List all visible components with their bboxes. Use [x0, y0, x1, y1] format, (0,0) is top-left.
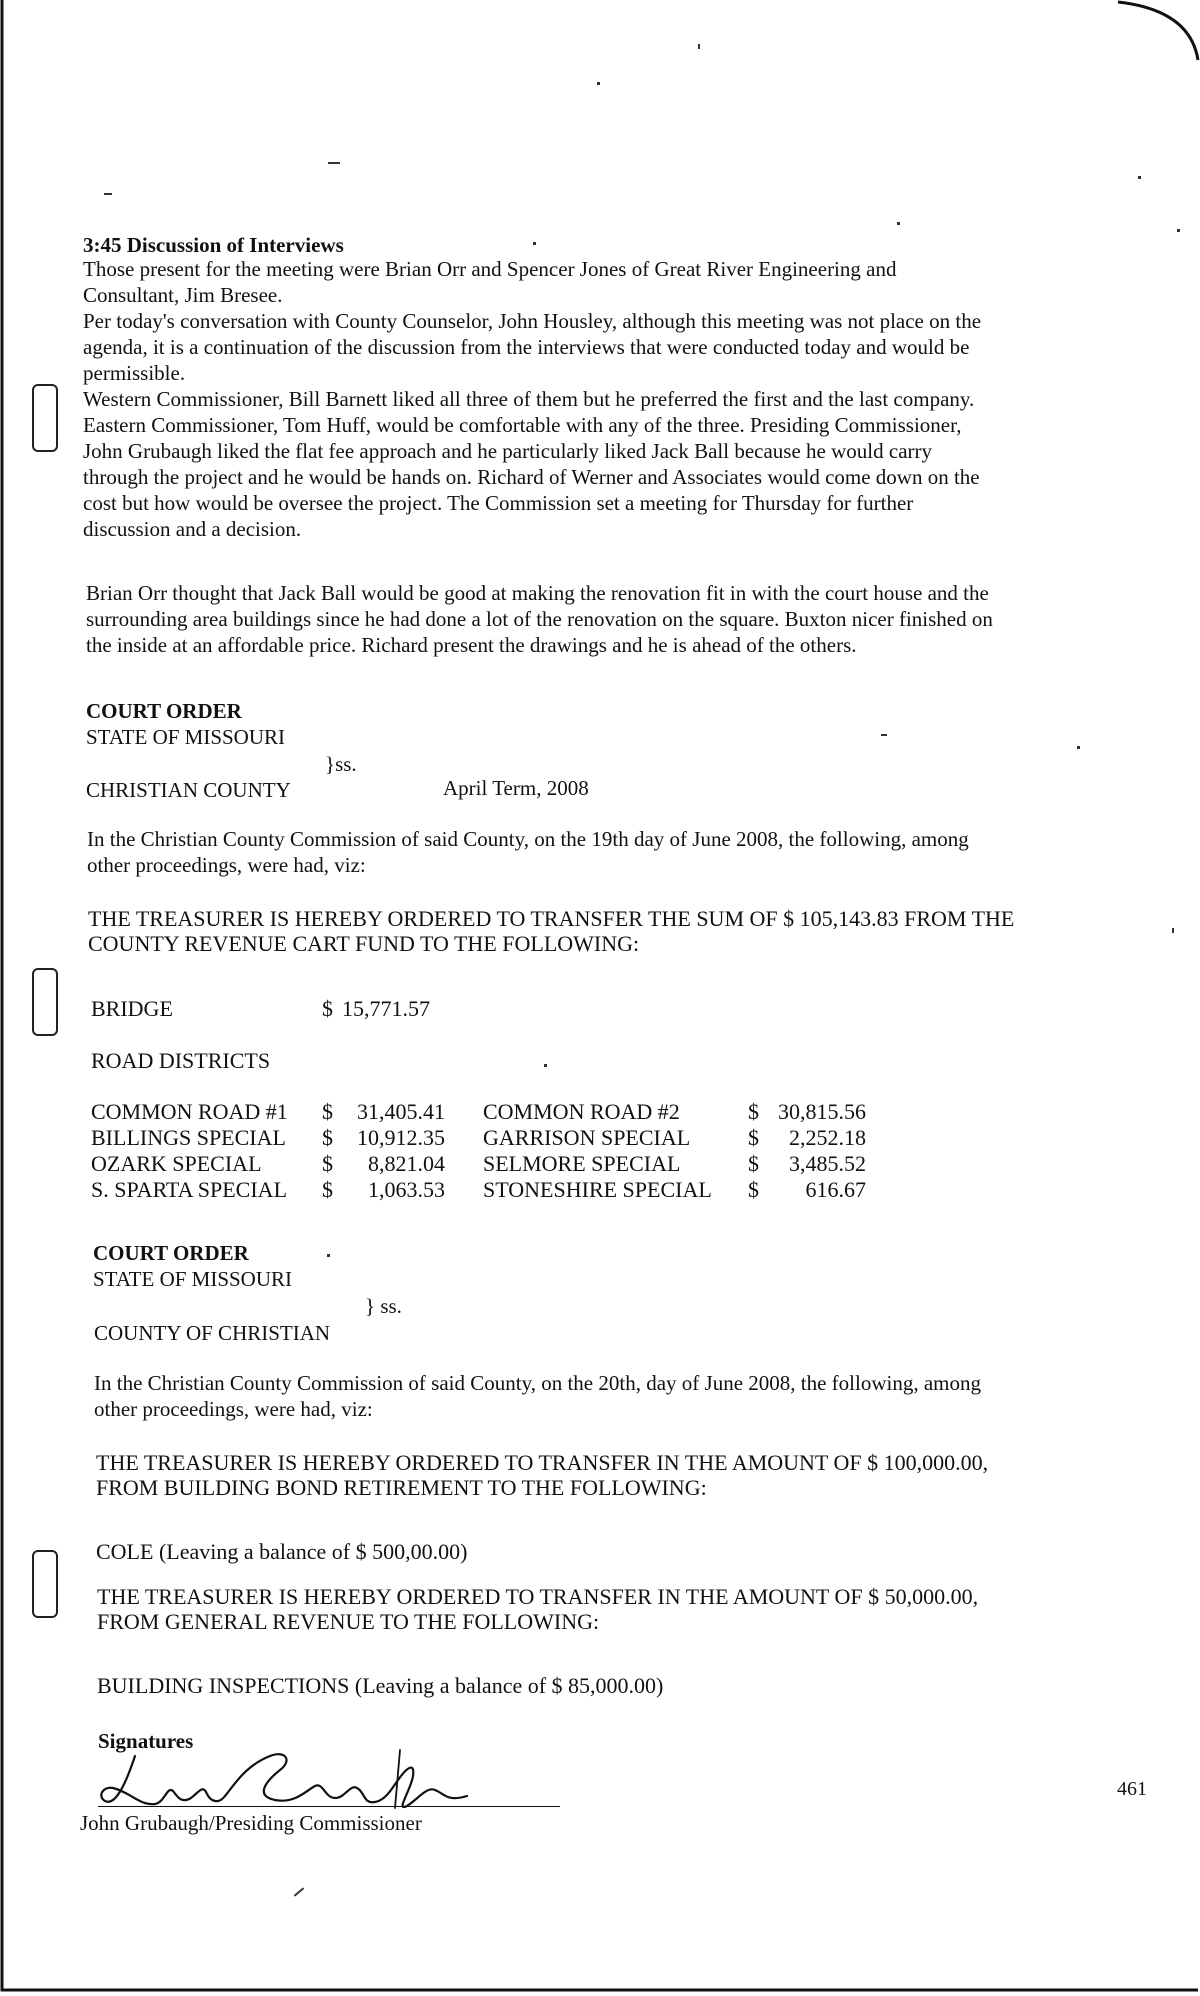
road-currency: $: [322, 1177, 333, 1202]
signatures-heading: Signatures: [98, 1729, 194, 1753]
road-amount: 10,912.35: [357, 1125, 445, 1150]
court-order-heading: COURT ORDER: [86, 699, 242, 723]
margin-bracket: [32, 968, 58, 1036]
road-amount: 616.67: [805, 1177, 866, 1202]
cole-line: COLE (Leaving a balance of $ 500,00.00): [96, 1539, 468, 1564]
road-currency: $: [322, 1099, 333, 1124]
road-districts-table: [91, 1099, 891, 1203]
road-name: SELMORE SPECIAL: [483, 1151, 681, 1176]
ss-bracket: }ss.: [325, 752, 357, 776]
bridge-amount: 15,771.57: [342, 996, 430, 1021]
inspections-line: BUILDING INSPECTIONS (Leaving a balance of $ 85,000.00): [97, 1673, 664, 1698]
margin-bracket: [32, 1550, 58, 1618]
scan-speck: [533, 242, 536, 245]
transfer-statement: THE TREASURER IS HEREBY ORDERED TO TRANSFER THE SUM OF $ 105,143.83 FROM THE COUNTY REVENUE CART FUND TO THE FOLLOWING:: [88, 906, 1015, 956]
discussion-paragraph: Per today's conversation with County Counselor, John Housley, although this meeting was not place on the agenda, it is a continuation of the discussion from the interviews that were conducted today and would be permissible.: [83, 309, 982, 385]
page-number: 461: [1117, 1778, 1147, 1800]
transfer-statement: THE TREASURER IS HEREBY ORDERED TO TRANSFER IN THE AMOUNT OF $ 50,000.00, FROM GENERAL REVENUE TO THE FOLLOWING:: [97, 1584, 979, 1634]
road-districts-heading: ROAD DISTRICTS: [91, 1048, 271, 1073]
discussion-paragraph: Western Commissioner, Bill Barnett liked all three of them but he preferred the first and the last company. Eastern Commissioner, Tom Huff, would be comfortable with any of the three. Presiding Commissioner, John Grubaugh liked the flat fee approach and he particularly liked Jack Ball because he would carry through the project and he would be hands on. Richard of Werner and Associates would come down on the cost but how would be oversee the project. The Commission set a meeting for Thursday for further discussion and a decision.: [83, 387, 980, 541]
table-row: [91, 1099, 891, 1125]
discussion-paragraph: Brian Orr thought that Jack Ball would be good at making the renovation fit in with the court house and the surrounding area buildings since he had done a lot of the renovation on the square. Buxton nicer finished on the inside at an affordable price. Richard present the drawings and he is ahead of the others.: [86, 581, 993, 657]
scan-speck: [597, 82, 600, 85]
county-label: CHRISTIAN COUNTY: [86, 778, 291, 802]
road-currency: $: [748, 1099, 759, 1124]
road-currency: $: [748, 1125, 759, 1150]
table-row: [91, 1125, 891, 1151]
road-amount: 31,405.41: [357, 1099, 445, 1124]
scan-speck: [1077, 746, 1080, 749]
road-currency: $: [322, 1151, 333, 1176]
order-intro: In the Christian County Commission of said County, on the 20th, day of June 2008, the following, among other proceedings, were had, viz:: [94, 1371, 981, 1421]
bridge-currency: $: [322, 996, 333, 1021]
table-row: [91, 1177, 891, 1203]
scan-speck: [1138, 176, 1141, 179]
term-label: April Term, 2008: [443, 776, 589, 800]
road-name: COMMON ROAD #2: [483, 1099, 680, 1124]
road-amount: 8,821.04: [368, 1151, 445, 1176]
scan-speck: [544, 1064, 547, 1067]
scan-speck: [328, 162, 340, 164]
road-name: S. SPARTA SPECIAL: [91, 1177, 288, 1202]
scan-speck: [881, 734, 887, 736]
scan-speck: [698, 44, 700, 49]
state-label: STATE OF MISSOURI: [86, 725, 286, 749]
scan-speck: [1172, 928, 1174, 933]
signature-line: [98, 1806, 560, 1807]
road-name: OZARK SPECIAL: [91, 1151, 262, 1176]
road-amount: 30,815.56: [778, 1099, 866, 1124]
table-row: [91, 1151, 891, 1177]
transfer-statement: THE TREASURER IS HEREBY ORDERED TO TRANSFER IN THE AMOUNT OF $ 100,000.00, FROM BUILDING BOND RETIREMENT TO THE FOLLOWING:: [96, 1450, 989, 1500]
road-currency: $: [748, 1177, 759, 1202]
signer-caption: John Grubaugh/Presiding Commissioner: [80, 1811, 422, 1835]
section-heading: 3:45 Discussion of Interviews: [83, 233, 344, 257]
bridge-label: BRIDGE: [91, 996, 173, 1021]
scan-speck: [897, 222, 900, 225]
road-name: STONESHIRE SPECIAL: [483, 1177, 712, 1202]
discussion-paragraph: Those present for the meeting were Brian Orr and Spencer Jones of Great River Engineering and Consultant, Jim Bresee.: [83, 257, 897, 307]
scan-speck: [1177, 229, 1180, 232]
road-currency: $: [322, 1125, 333, 1150]
county-label: COUNTY OF CHRISTIAN: [94, 1321, 331, 1345]
road-name: COMMON ROAD #1: [91, 1099, 288, 1124]
road-currency: $: [748, 1151, 759, 1176]
scan-speck: [104, 193, 112, 195]
court-order-heading: COURT ORDER: [93, 1241, 249, 1265]
road-name: BILLINGS SPECIAL: [91, 1125, 286, 1150]
state-label: STATE OF MISSOURI: [93, 1267, 293, 1291]
margin-bracket: [32, 384, 58, 452]
road-name: GARRISON SPECIAL: [483, 1125, 691, 1150]
road-amount: 3,485.52: [789, 1151, 866, 1176]
order-intro: In the Christian County Commission of said County, on the 19th day of June 2008, the following, among other proceedings, were had, viz:: [87, 827, 969, 877]
scan-speck: [327, 1254, 330, 1257]
road-amount: 2,252.18: [789, 1125, 866, 1150]
ss-bracket: } ss.: [365, 1294, 402, 1318]
road-amount: 1,063.53: [368, 1177, 445, 1202]
